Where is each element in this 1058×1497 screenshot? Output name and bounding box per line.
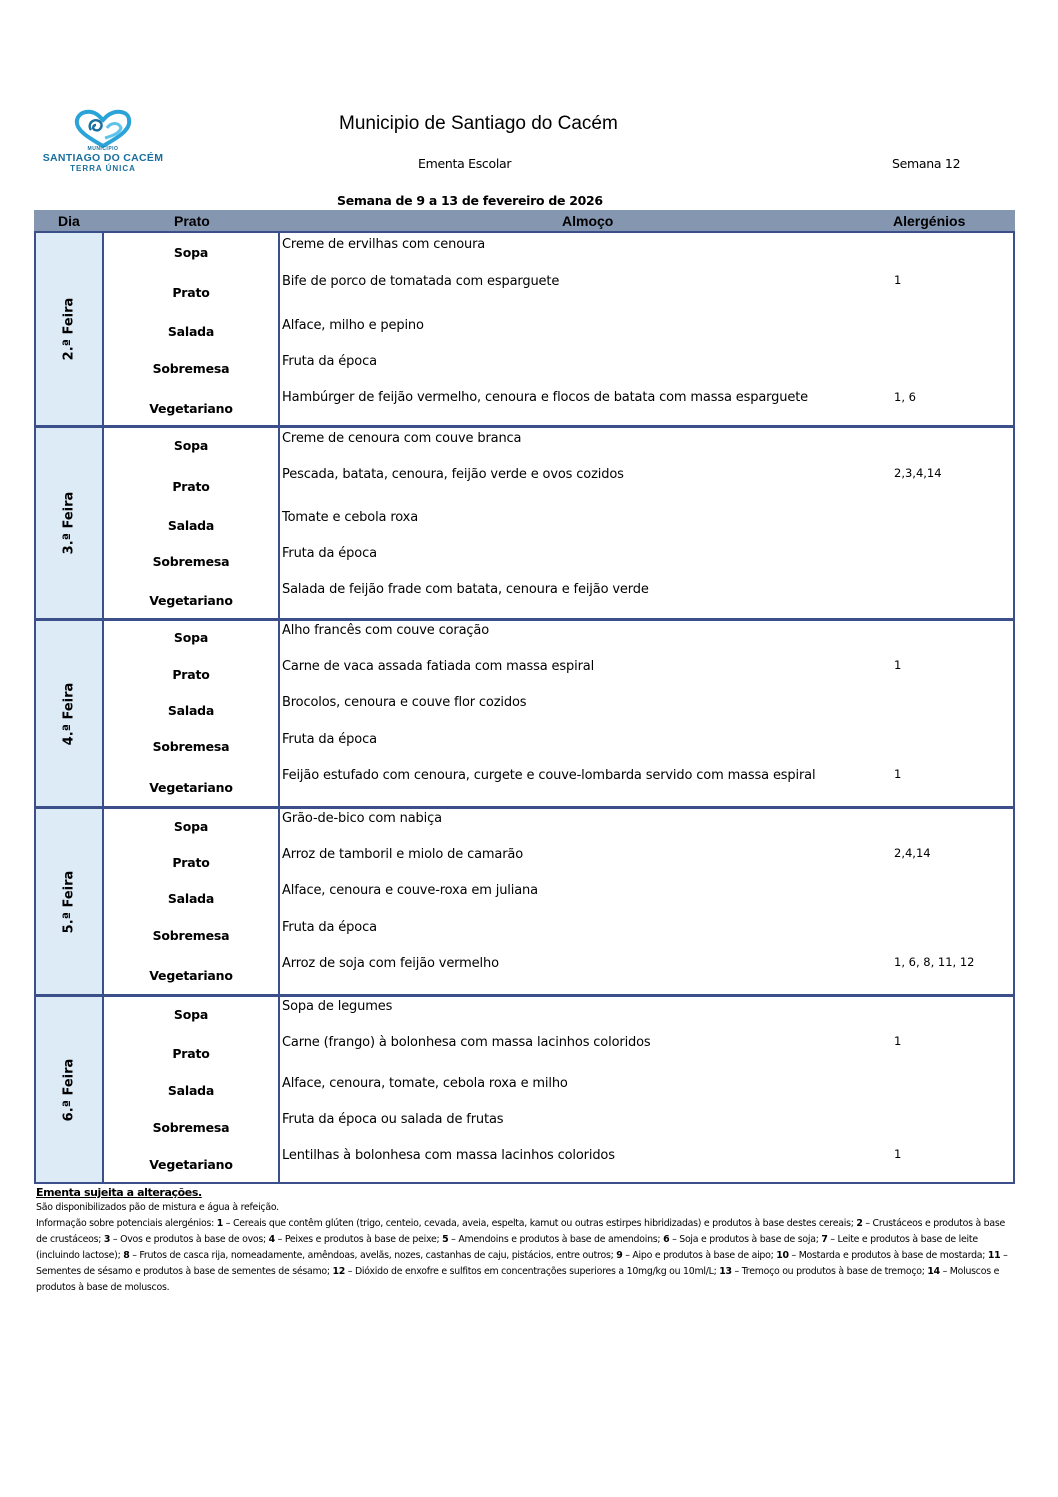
allergen-num: 2: [856, 1218, 863, 1229]
dish-text: Arroz de soja com feijão vermelho: [282, 956, 499, 971]
allergen-num: 14: [927, 1266, 940, 1277]
day-block: [34, 426, 1015, 620]
footer-note: São disponibilizados pão de mistura e água à refeição.: [36, 1202, 279, 1213]
logo-line-2: SANTIAGO DO CACÉM: [42, 152, 164, 164]
allergen-num: 1: [216, 1218, 224, 1229]
dish-text: Tomate e cebola roxa: [282, 510, 419, 525]
prato-label: Sobremesa: [152, 739, 230, 754]
week-range: Semana de 9 a 13 de fevereiro de 2026: [337, 193, 603, 208]
page-title: Municipio de Santiago do Cacém: [339, 113, 618, 134]
day-label: 6.ª Feira: [61, 1058, 77, 1121]
prato-label: Salada: [167, 518, 215, 533]
dish-text: Sopa de legumes: [282, 999, 393, 1014]
prato-label: Sopa: [173, 438, 209, 453]
footer-notes: [36, 1186, 1016, 1296]
allergen-desc: – Ovos e produtos à base de ovos;: [110, 1234, 269, 1245]
allergen-num: 11: [987, 1250, 1001, 1261]
allergen-desc: – Amendoins e produtos à base de amendoins;: [448, 1234, 664, 1245]
day-label-cell: [36, 621, 104, 806]
week-number: Semana 12: [892, 156, 961, 171]
prato-label: Sopa: [173, 819, 209, 834]
dish-text: Salada de feijão frade com batata, cenoura e feijão verde: [282, 582, 649, 597]
heart-spiral-logo-icon: [71, 108, 135, 148]
prato-column: [104, 809, 280, 994]
dish-text: Arroz de tamboril e miolo de camarão: [282, 847, 524, 862]
day-block: [34, 995, 1015, 1184]
allergen-codes: 1: [894, 767, 902, 781]
allergen-desc: – Tremoço ou produtos à base de tremoço;: [731, 1266, 928, 1277]
header-almoco: Almoço: [562, 213, 614, 229]
allergen-codes: 1, 6, 8, 11, 12: [894, 955, 975, 969]
allergen-legend-intro: Informação sobre potenciais alergénios:: [36, 1218, 217, 1229]
prato-label: Sobremesa: [152, 1120, 230, 1135]
allergen-desc: – Peixes e produtos à base de peixe;: [274, 1234, 443, 1245]
prato-label: Vegetariano: [149, 780, 233, 795]
header-alergenios: Alergénios: [893, 213, 966, 229]
allergen-num: 12: [332, 1266, 346, 1277]
prato-label: Sobremesa: [152, 928, 230, 943]
allergen-num: 5: [442, 1234, 449, 1245]
allergen-legend: [36, 1216, 1016, 1296]
dish-text: Creme de cenoura com couve branca: [282, 431, 522, 446]
prato-column: [104, 428, 280, 618]
allergen-desc: – Moluscos e produtos à base de moluscos.: [36, 1266, 1000, 1293]
dish-text: Fruta da época: [282, 354, 377, 369]
dish-text: Lentilhas à bolonhesa com massa lacinhos coloridos: [282, 1148, 615, 1163]
allergen-num: 4: [268, 1234, 275, 1245]
allergen-codes: 2,3,4,14: [894, 466, 942, 480]
prato-label: Vegetariano: [149, 593, 233, 608]
dish-text: Pescada, batata, cenoura, feijão verde e ovos cozidos: [282, 467, 624, 482]
prato-label: Salada: [167, 703, 215, 718]
day-label-cell: [36, 233, 104, 425]
dish-text: Creme de ervilhas com cenoura: [282, 237, 486, 252]
allergen-desc: – Dióxido de enxofre e sulfitos em concentrações superiores a 10mg/kg ou 10ml/L;: [345, 1266, 720, 1277]
dish-text: Bife de porco de tomatada com esparguete: [282, 274, 560, 289]
day-label-cell: [36, 428, 104, 618]
day-label-cell: [36, 809, 104, 994]
dish-text: Fruta da época: [282, 732, 377, 747]
allergen-desc: – Mostarda e produtos à base de mostarda;: [788, 1250, 988, 1261]
allergen-codes: 1: [894, 1147, 902, 1161]
prato-label: Salada: [167, 1083, 215, 1098]
prato-label: Prato: [172, 855, 210, 870]
allergen-num: 3: [103, 1234, 111, 1245]
allergen-codes: 1: [894, 273, 902, 287]
allergen-desc: – Crustáceos e produtos à base de crustáceos;: [36, 1218, 1006, 1245]
allergen-num: 8: [123, 1250, 130, 1261]
prato-label: Vegetariano: [149, 1157, 233, 1172]
prato-label: Prato: [172, 479, 210, 494]
allergen-codes: 2,4,14: [894, 846, 931, 860]
dish-text: Brocolos, cenoura e couve flor cozidos: [282, 695, 527, 710]
prato-label: Vegetariano: [149, 968, 233, 983]
header-prato: Prato: [174, 213, 210, 229]
prato-label: Vegetariano: [149, 401, 233, 416]
dish-text: Alface, milho e pepino: [282, 318, 424, 333]
allergen-num: 13: [719, 1266, 732, 1277]
prato-label: Salada: [167, 324, 215, 339]
day-block: [34, 231, 1015, 427]
prato-label: Sopa: [173, 1007, 209, 1022]
dish-text: Alface, cenoura e couve-roxa em juliana: [282, 883, 538, 898]
allergen-desc: – Leite e produtos à base de leite (incluindo lactose);: [36, 1234, 978, 1261]
allergen-desc: – Frutos de casca rija, nomeadamente, amêndoas, avelãs, nozes, castanhas de caju, pistácios, entre outros;: [129, 1250, 617, 1261]
dish-text: Carne (frango) à bolonhesa com massa lacinhos coloridos: [282, 1035, 651, 1050]
day-label: 3.ª Feira: [61, 491, 77, 555]
page-subtitle: Ementa Escolar: [418, 156, 512, 171]
allergen-num: 7: [821, 1234, 828, 1245]
prato-label: Prato: [172, 1046, 210, 1061]
prato-label: Sobremesa: [152, 554, 230, 569]
prato-label: Salada: [167, 891, 215, 906]
allergen-codes: 1, 6: [894, 390, 916, 404]
dish-text: Alho francês com couve coração: [282, 623, 490, 638]
allergen-desc: – Soja e produtos à base de soja;: [669, 1234, 822, 1245]
allergen-desc: – Aipo e produtos à base de aipo;: [622, 1250, 777, 1261]
dish-text: Hambúrger de feijão vermelho, cenoura e flocos de batata com massa esparguete: [282, 390, 808, 405]
dish-text: Fruta da época ou salada de frutas: [282, 1112, 504, 1127]
dish-text: Feijão estufado com cenoura, curgete e couve-lombarda servido com massa espiral: [282, 768, 816, 783]
prato-label: Prato: [172, 285, 210, 300]
dish-text: Fruta da época: [282, 546, 377, 561]
allergen-num: 9: [616, 1250, 623, 1261]
dish-text: Carne de vaca assada fatiada com massa espiral: [282, 659, 595, 674]
prato-label: Sopa: [173, 630, 209, 645]
dish-text: Alface, cenoura, tomate, cebola roxa e milho: [282, 1076, 568, 1091]
header-dia: Dia: [58, 213, 80, 229]
table-header: [34, 210, 1015, 231]
day-block: [34, 807, 1015, 996]
allergen-codes: 1: [894, 658, 902, 672]
logo-line-3: TERRA ÚNICA: [70, 164, 136, 173]
dish-text: Grão-de-bico com nabiça: [282, 811, 442, 826]
day-label: 4.ª Feira: [61, 682, 77, 745]
logo-line-1: MUNICÍPIO: [87, 146, 119, 152]
prato-label: Sopa: [173, 245, 209, 260]
prato-column: [104, 997, 280, 1182]
dish-text: Fruta da época: [282, 920, 377, 935]
footer-title: Ementa sujeita a alterações.: [36, 1186, 202, 1199]
prato-column: [104, 233, 280, 425]
prato-label: Sobremesa: [152, 361, 230, 376]
day-label: 5.ª Feira: [61, 870, 77, 933]
day-label-cell: [36, 997, 104, 1182]
allergen-desc: – Sementes de sésamo e produtos à base de sementes de sésamo;: [36, 1250, 1008, 1277]
allergen-num: 6: [663, 1234, 670, 1245]
allergen-codes: 1: [894, 1034, 902, 1048]
allergen-num: 10: [776, 1250, 789, 1261]
municipality-logo: [40, 108, 166, 182]
prato-label: Prato: [172, 667, 210, 682]
prato-column: [104, 621, 280, 806]
day-block: [34, 619, 1015, 808]
allergen-desc: – Cereais que contêm glúten (trigo, centeio, cevada, aveia, espelta, kamut ou outras estirpes hibridizadas) e produtos à base destes cereais;: [223, 1218, 857, 1229]
day-label: 2.ª Feira: [61, 297, 77, 361]
